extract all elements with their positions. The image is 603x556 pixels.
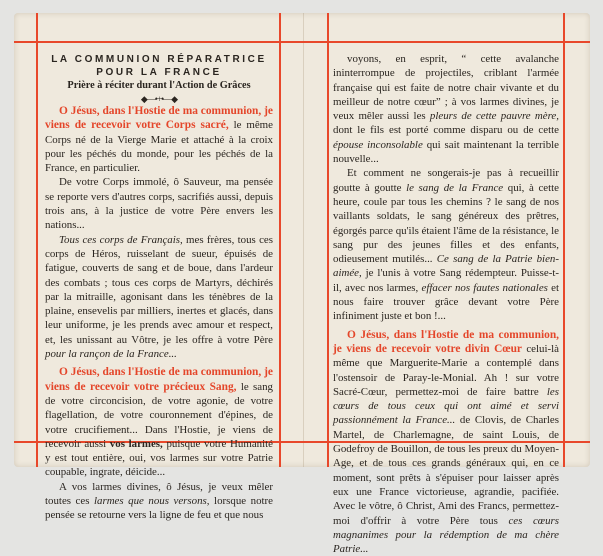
red-rule-top <box>14 41 590 43</box>
body-text: dont le fils est porté comme disparu ou de cette <box>333 124 559 137</box>
center-fold <box>303 13 304 467</box>
body-text: qui sait maintenant la terrible nouvelle... <box>333 138 559 166</box>
body-text: voyons, en esprit, “ cette avalanche ininterrompue de projectiles, criblant l'armée française qui est faite de notre chair vivante et du meilleur de notre cœur” ; à vos larmes divines, je veux mêler aussi les <box>333 53 559 123</box>
red-invocation: O Jésus, dans l'Hostie de ma communion, je viens de recevoir votre Corps sacré, <box>45 105 273 132</box>
ornament-divider: ◆—•+•—◆ <box>140 94 178 104</box>
title-line-1: LA COMMUNION RÉPARATRICE <box>51 54 267 65</box>
paragraph <box>45 175 273 232</box>
italic-text: Ce sang de la Patrie bien-aimée, <box>333 253 559 280</box>
paragraph <box>333 52 559 166</box>
body-text: celui-là même que Marguerite-Marie a contemplé dans l'ostensoir de Paray-le-Monial. Ah ! sur votre Sacré-Cœur, permettez-moi de faire battre <box>333 342 559 398</box>
bold-text: vos larmes, <box>109 437 163 450</box>
body-text: De votre Corps immolé, ô Sauveur, ma pensée se reporte vers d'autres corps, sacrifiés aussi, depuis trois ans, à la justice de votre Père envers les nations... <box>45 176 273 232</box>
italic-text: effacer nos fautes nationales <box>421 281 548 294</box>
italic-text: pleurs de cette pauvre mère, <box>429 110 559 123</box>
subtitle: Prière à réciter durant l'Action de Grâces <box>67 80 251 91</box>
italic-text: ces cœurs magnanimes pour la rédemption de ma chère Patrie... <box>333 514 559 556</box>
paragraph <box>45 365 273 479</box>
body-text: et nous faire trouver grâce devant votre Père infiniment juste et bon !... <box>333 281 559 323</box>
italic-text: le sang de la France <box>406 181 504 194</box>
body-text: je l'unis à votre Sang rédempteur. Puisse-t-il, avec nos larmes, <box>333 267 559 294</box>
body-text: de Clovis, de Charles Martel, de Charlemagne, de saint Louis, de Godefroy de Bouillon, de tous les preux du Moyen-Age, et de tous ces grands généraux qui, en ce moment, sont prêts à s'épuiser pour laisser après eux une France victorieuse, agrandie, pacifiée. Avec le vôtre, ô Christ, Ami des Francs, permettez-moi d'offrir à votre Père tous <box>333 414 559 527</box>
red-invocation: O Jésus, dans l'Hostie de ma communion, je viens de recevoir votre divin Cœur <box>333 328 559 355</box>
italic-text: les cœurs de tous ceux qui ont aimé et servi passionnément la France... <box>333 385 559 427</box>
paragraph <box>333 328 559 556</box>
body-text: lorsque notre pensée se retourne vers la ligne de feu et que nous <box>45 495 274 522</box>
red-rule-right-outer <box>563 13 565 467</box>
paragraph <box>333 166 559 323</box>
paragraph <box>45 480 273 523</box>
italic-text: larmes que nous versons, <box>93 495 210 508</box>
body-text: le même Corps né de la Vierge Marie et attaché à la croix pour les péchés du monde, pour les péchés de la France, en particulier. <box>45 119 273 175</box>
body-text: mes frères, tous ces corps de Héros, ruisselant de sueur, épuisés de fatigue, couverts de sang et de boue, dans l'ardeur des combats ; tous ces corps de Martyrs, déchirés par la mitraille, agonisant dans les ténèbres de la plaine, ensevelis par milliers, inertes et glacés, dans leur uniforme, je les prends avec amour et respect, et, les unissant au Vôtre, je les offre à votre Père <box>45 233 273 346</box>
italic-text: pour la rançon de la France... <box>45 348 177 361</box>
title-heading <box>45 53 273 79</box>
title-line-2: POUR LA FRANCE <box>96 67 222 78</box>
paragraph <box>45 233 273 362</box>
body-text: le sang de votre circoncision, de votre agonie, de votre flagellation, de votre couronnement d'épines, de votre crucifiement... Dans l'Hostie, je viens de recevoir aussi <box>45 380 273 450</box>
left-page-text <box>45 104 273 523</box>
body-text: A vos larmes divines, ô Jésus, je veux mêler toutes ces <box>45 480 273 508</box>
italic-text: épouse inconsolable <box>333 138 423 151</box>
body-text: puisque votre Humanité y est tout entière, oui, vos larmes sur votre Patrie coupable, ingrate, déicide... <box>45 437 273 479</box>
paragraph <box>45 104 273 175</box>
red-rule-left-inner <box>279 13 281 467</box>
red-rule-left-outer <box>36 13 38 467</box>
body-text: Et comment ne songerais-je pas à recueillir goutte à goutte <box>333 167 559 194</box>
italic-text: Tous ces corps de Français, <box>59 233 183 246</box>
body-text: qui, à cette heure, coule par tous les chemins ? le sang de nos vaillants soldats, le sang généreux des prêtres, égorgés parce qu'ils étaient l'âme de la résistance, le sang pur des jeunes filles et des enfants, odieusement mutilés... <box>333 181 559 266</box>
red-invocation: O Jésus, dans l'Hostie de ma communion, je viens de recevoir votre précieux Sang, <box>45 366 273 393</box>
red-rule-right-inner <box>327 13 329 467</box>
right-page-text <box>333 52 559 556</box>
